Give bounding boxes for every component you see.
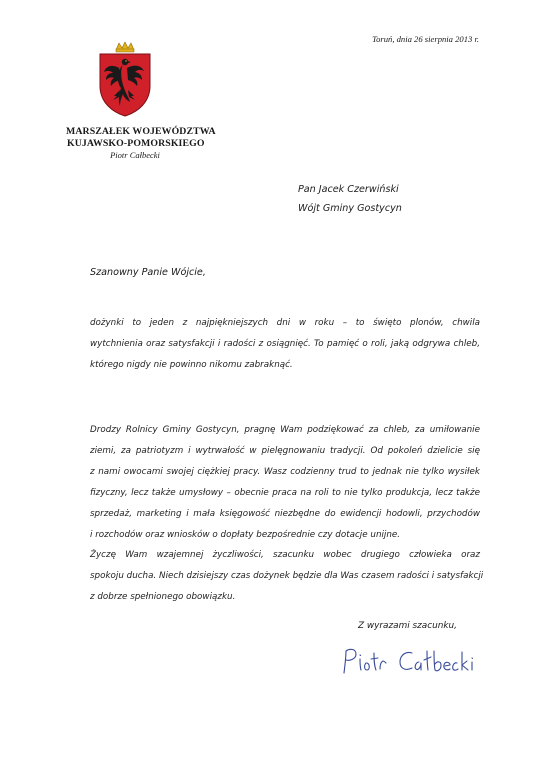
paragraph-line: Życzę Wam wzajemnej życzliwości, szacunku wobec drugiego człowieka oraz <box>90 550 480 560</box>
paragraph-1 <box>90 313 480 376</box>
sender-title-line2: KUJAWSKO-POMORSKIEGO <box>67 138 205 149</box>
paragraph-line: dożynki to jeden z najpiękniejszych dni w roku – to święto plonów, chwila <box>90 318 480 328</box>
paragraph-line: spokoju ducha. Niech dzisiejszy czas dożynek będzie dla Was czasem radości i satysfakcji <box>90 571 484 581</box>
crown-icon <box>116 42 134 52</box>
paragraph-3 <box>90 545 484 608</box>
place-date: Toruń, dnia 26 sierpnia 2013 r. <box>372 34 479 44</box>
paragraph-line: z dobrze spełnionego obowiązku. <box>90 592 236 602</box>
coat-of-arms-icon <box>96 40 154 118</box>
recipient-title: Wójt Gminy Gostycyn <box>298 203 402 214</box>
paragraph-line: z nami owocami swojej ciężkiej pracy. Wasz codzienny trud to jednak nie tylko wysiłek <box>90 467 480 477</box>
paragraph-line: Drodzy Rolnicy Gminy Gostycyn, pragnę Wam podziękować za chleb, za umiłowanie <box>90 425 480 435</box>
paragraph-line: wytchnienia oraz satysfakcji i radości z osiągnięć. To pamięć o roli, jaką odgrywa chleb, <box>90 339 480 349</box>
recipient-name: Pan Jacek Czerwiński <box>298 184 399 195</box>
paragraph-line: fizyczny, lecz także umysłowy – obecnie praca na roli to nie tylko produkcja, lecz także <box>90 488 480 498</box>
sender-title-line1: MARSZAŁEK WOJEWÓDZTWA <box>66 126 216 137</box>
paragraph-2 <box>90 420 480 546</box>
paragraph-line: sprzedaż, marketing i mała księgowość niezbędne do ewidencji hodowli, przychodów <box>90 509 480 519</box>
handwritten-signature <box>336 643 476 679</box>
paragraph-line: którego nigdy nie powinno nikomu zabraknąć. <box>90 360 293 370</box>
sender-block <box>66 126 216 161</box>
recipient-block <box>298 180 402 218</box>
paragraph-line: i rozchodów oraz wniosków o dopłaty bezpośrednie czy dotacje unijne. <box>90 530 401 540</box>
greeting: Szanowny Panie Wójcie, <box>90 267 206 278</box>
paragraph-line: ziemi, za patriotyzm i wytrwałość w pielęgnowaniu tradycji. Od pokoleń dzielicie się <box>90 446 480 456</box>
closing-phrase: Z wyrazami szacunku, <box>358 621 457 631</box>
sender-name: Piotr Całbecki <box>110 150 160 160</box>
